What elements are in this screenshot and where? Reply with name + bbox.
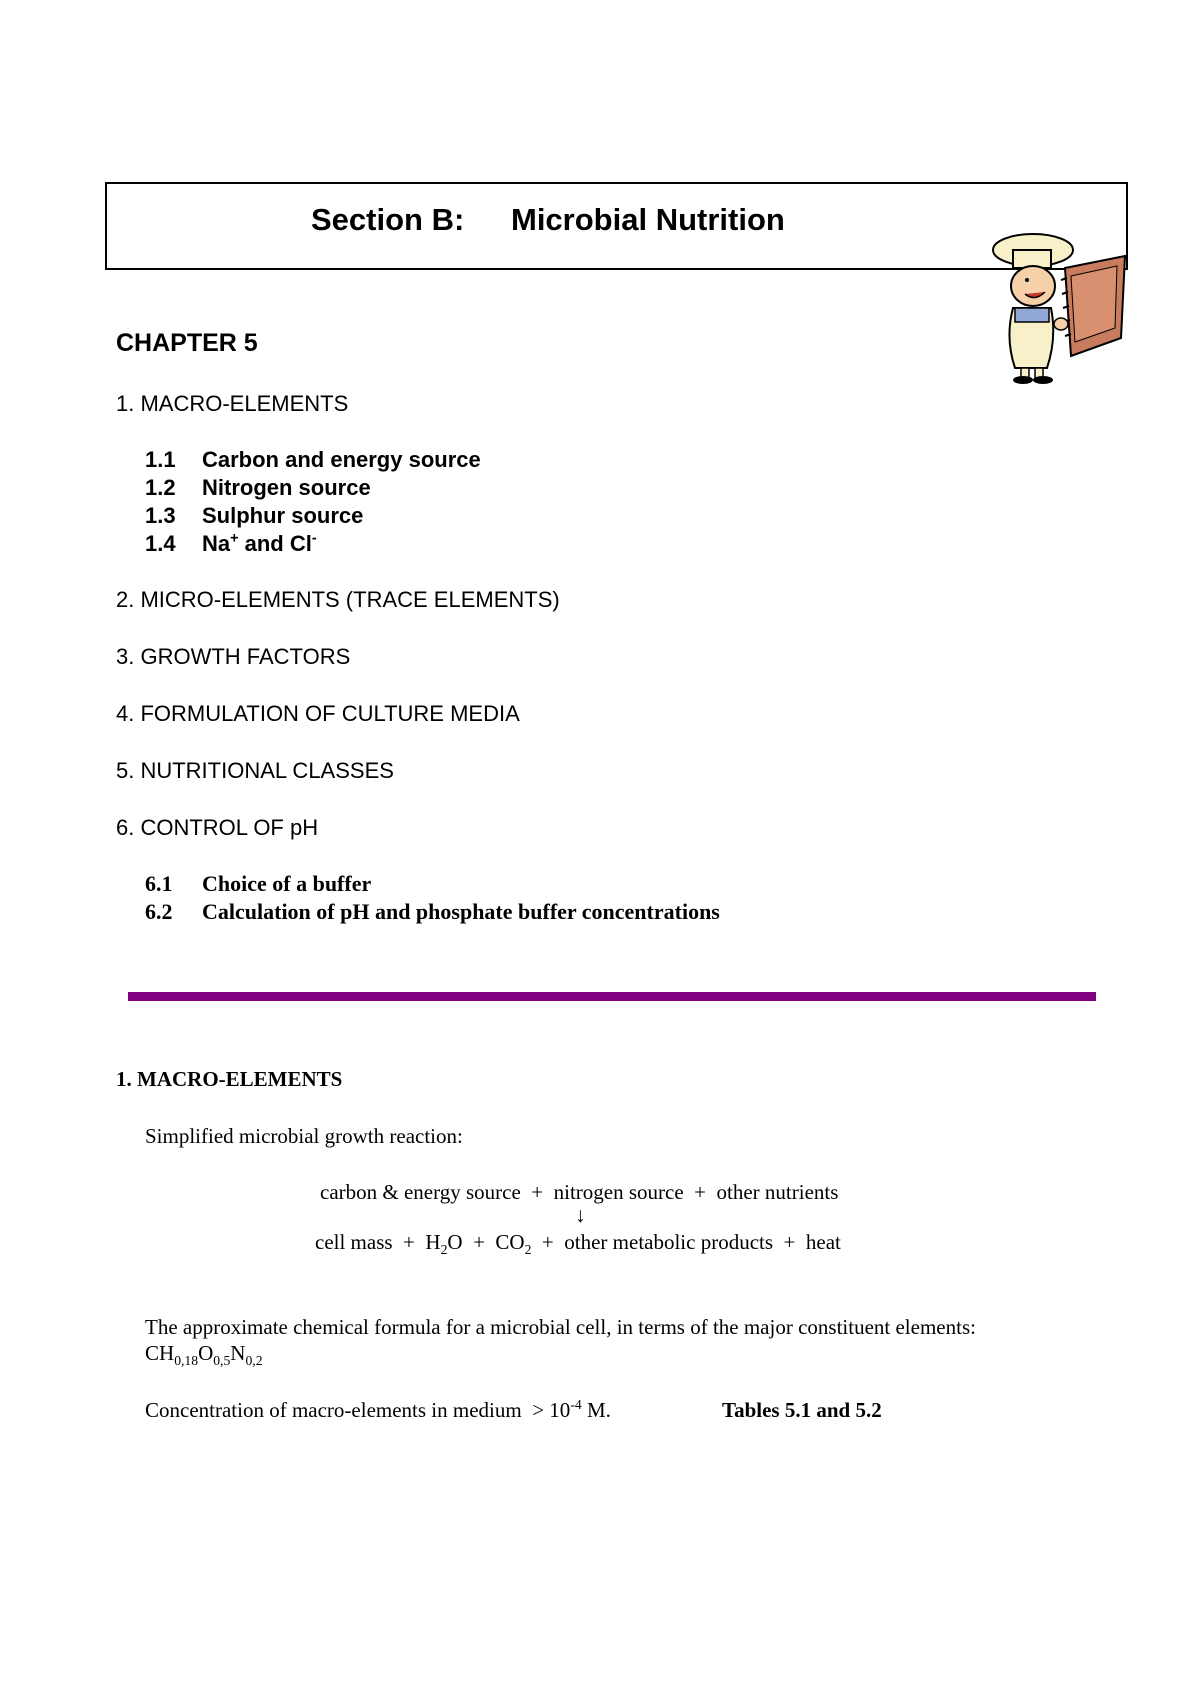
section-heading: 1. MACRO-ELEMENTS xyxy=(116,1067,343,1091)
toc-sub-text: Carbon and energy source xyxy=(202,447,481,472)
tables-reference: Tables 5.1 and 5.2 xyxy=(722,1398,882,1422)
toc-heading-1: 1. MACRO-ELEMENTS xyxy=(116,391,349,416)
equation-products: cell mass + $H_2O + CO_2$ + other metabolic products + heat xyxy=(315,1230,841,1258)
section-title: Microbial Nutrition xyxy=(511,202,785,237)
toc-sub-num: 1.1 xyxy=(145,447,176,472)
reaction-arrow-icon: ↓ xyxy=(575,1203,586,1227)
chef-clipart-icon xyxy=(985,228,1135,388)
toc-sub-text: Calculation of pH and phosphate buffer concentrations xyxy=(202,899,720,924)
toc-heading-4: 4. FORMULATION OF CULTURE MEDIA xyxy=(116,701,520,726)
toc-heading-3: 3. GROWTH FACTORS xyxy=(116,644,351,669)
toc-heading-5: 5. NUTRITIONAL CLASSES xyxy=(116,758,394,783)
toc-sub-num: 1.4 xyxy=(145,531,176,556)
toc-sub-text: Choice of a buffer xyxy=(202,871,372,896)
toc-sub-num: 6.2 xyxy=(145,899,173,924)
toc-sub-num: 1.3 xyxy=(145,503,176,528)
toc-sub-num: 6.1 xyxy=(145,871,173,896)
section-divider xyxy=(128,992,1096,1001)
section-label: Section B: xyxy=(311,202,465,237)
toc-sub-text: Nitrogen source xyxy=(202,475,371,500)
chapter-heading: CHAPTER 5 xyxy=(116,329,258,357)
toc-heading-2: 2. MICRO-ELEMENTS (TRACE ELEMENTS) xyxy=(116,587,560,612)
concentration-text: Concentration of macro-elements in medium > $10^{-4}$ M. xyxy=(145,1397,611,1422)
intro-text: Simplified microbial growth reaction: xyxy=(145,1124,463,1148)
formula-intro: The approximate chemical formula for a microbial cell, in terms of the major constituent elements: xyxy=(145,1315,976,1339)
toc-sub-text: Na+ and Cl- xyxy=(202,530,317,556)
equation-reactants: carbon & energy source + nitrogen source + other nutrients xyxy=(320,1180,839,1204)
toc-sub-text: Sulphur source xyxy=(202,503,364,528)
toc-sub-num: 1.2 xyxy=(145,475,176,500)
cell-formula: $CH_{0,18}O_{0,5}N_{0,2}$ xyxy=(145,1341,263,1369)
toc-heading-6: 6. CONTROL OF pH xyxy=(116,815,319,840)
